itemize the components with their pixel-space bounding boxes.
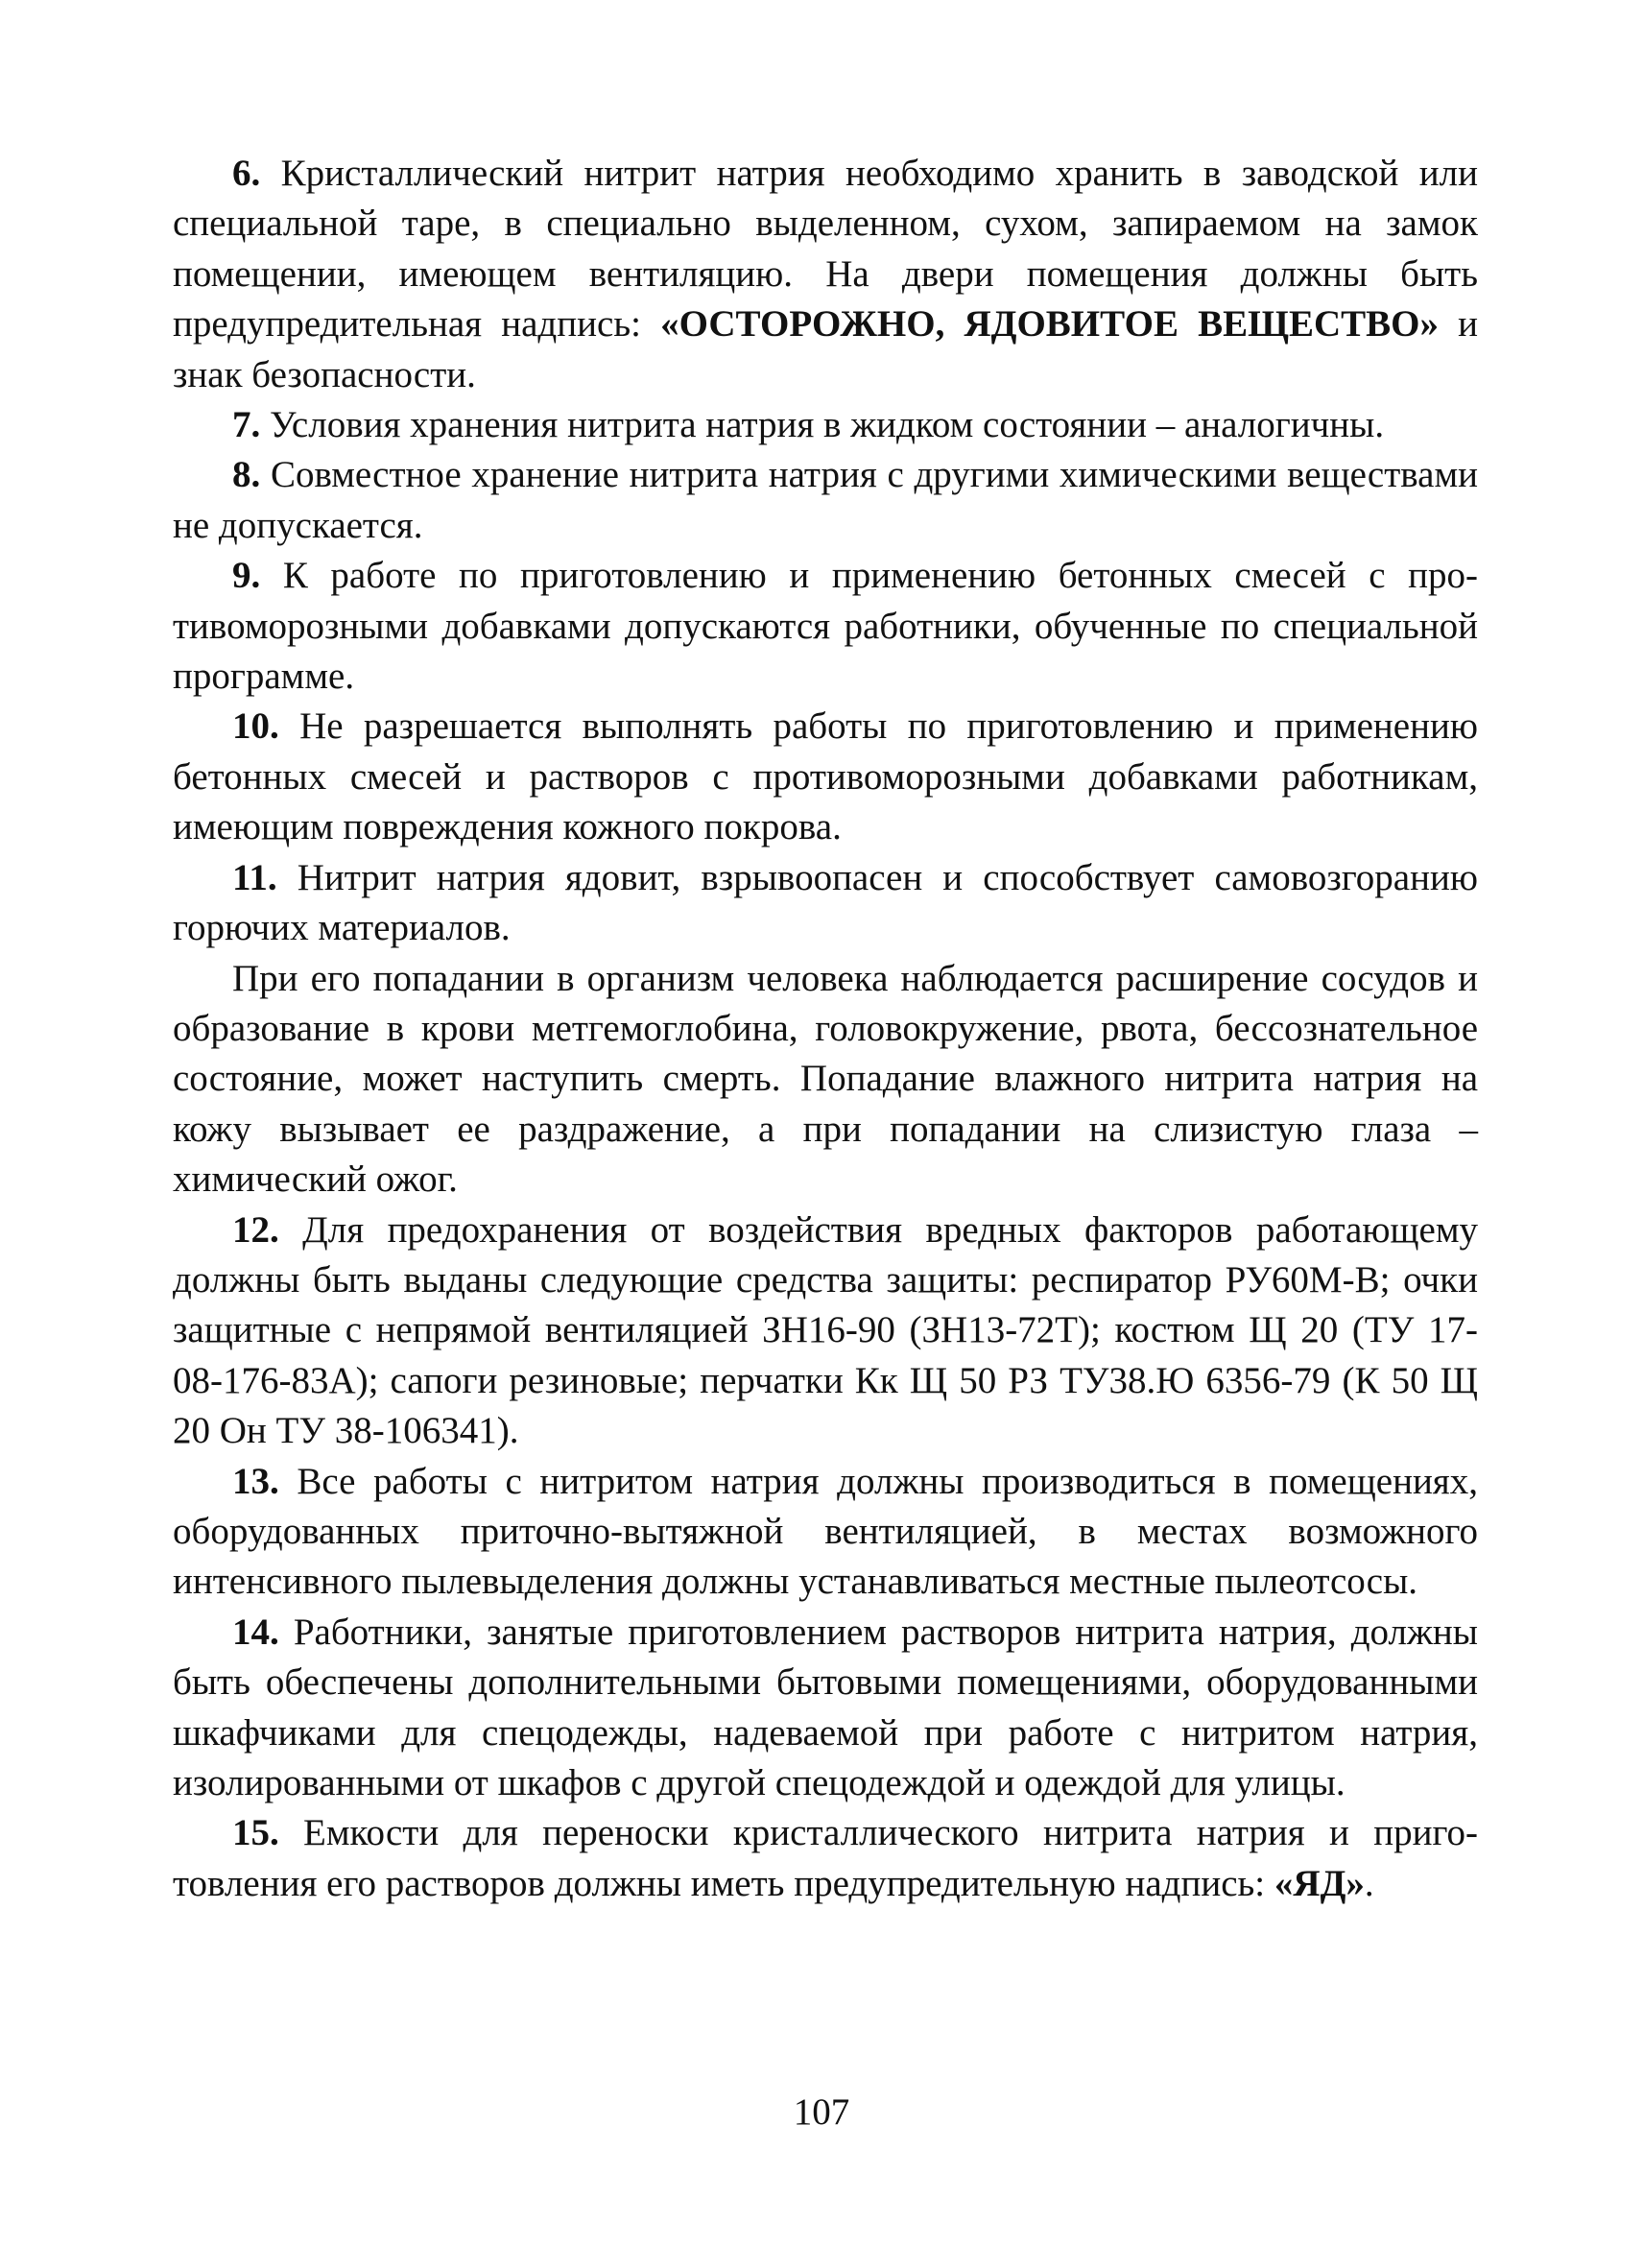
page-number: 107 xyxy=(793,2091,850,2133)
paragraph-10 xyxy=(173,702,1478,852)
document-body xyxy=(173,149,1478,1909)
paragraph-text: При его попадании в организм человека наблюдается расширение сосудов и образование в крови метгемоглобина, головокружение, рвота, бессознательное состояние, может наступить смерть. Попадание влажного нитрита натрия на кожу вызывает ее раздражение, а при попадании на слизистую глаза – химический ожог. xyxy=(173,957,1478,1201)
paragraph-text: Не разрешается выполнять работы по приготовлению и применению бетонных смесей и растворов с противоморозными добавками работникам, имеющим повреждения кожного покрова. xyxy=(173,705,1478,848)
item-number: 6. xyxy=(232,153,261,194)
item-number: 10. xyxy=(232,705,279,748)
warning-label-text: «ЯД» xyxy=(1274,1862,1365,1904)
paragraph-15 xyxy=(173,1808,1478,1909)
paragraph-text: Совместное хранение нитрита натрия с другими химическими веществами не допускается. xyxy=(173,454,1478,546)
paragraph-text: К работе по приготовлению и применению бетонных смесей с противоморозными добавками допускаются работники, обученные по специальной программе. xyxy=(173,555,1478,698)
paragraph-13 xyxy=(173,1457,1478,1608)
paragraph-7 xyxy=(173,400,1478,450)
item-number: 14. xyxy=(232,1611,279,1653)
paragraph-text: Для предохранения от воздействия вредных факторов работающему должны быть выданы следующие средства защиты: респиратор РУ60М-В; очки защитные с непрямой вентиляцией ЗН16-90 (ЗН13-72Т); костюм Щ 20 (ТУ 17-08-176-83А); сапоги резиновые; перчатки Кк Щ 50 РЗ ТУ38.Ю 6356-79 (К 50 Щ 20 Он ТУ 38-106341). xyxy=(173,1208,1478,1452)
item-number: 8. xyxy=(232,454,261,496)
paragraph-8 xyxy=(173,450,1478,551)
item-number: 9. xyxy=(232,555,261,597)
paragraph-text-end: . xyxy=(1364,1862,1374,1904)
item-number: 11. xyxy=(232,856,277,898)
paragraph-text: Кристаллический нитрит натрия необходимо хранить в заводской или специальной таре, в специально выделенном, сухом, запираемом на замок помещении, имеющем вентиляцию. На двери помещения должны быть предупредительная надпись: xyxy=(173,153,1478,346)
paragraph-12 xyxy=(173,1206,1478,1457)
item-number: 7. xyxy=(232,404,261,446)
item-number: 15. xyxy=(232,1812,279,1854)
paragraph-text: Нитрит натрия ядовит, взрывоопасен и способствует самовозгоранию горючих материалов. xyxy=(173,856,1478,949)
paragraph-text-end: и знак безопасности. xyxy=(173,303,1479,395)
paragraph-14 xyxy=(173,1608,1478,1809)
paragraph-text: Все работы с нитритом натрия должны производиться в помещениях, оборудованных приточно-вытяжной вентиляцией, в местах возможного интенсивного пылевыделения должны устанавливаться местные пылеотсосы. xyxy=(173,1460,1478,1603)
paragraph-6 xyxy=(173,149,1478,400)
paragraph-9 xyxy=(173,551,1478,702)
paragraph-text: Емкости для переноски кристаллического нитрита натрия и приготовления его растворов должны иметь предупредительную надпись: xyxy=(173,1812,1478,1904)
paragraph-text: Условия хранения нитрита натрия в жидком состоянии – аналогичны. xyxy=(260,404,1385,446)
paragraph-11 xyxy=(173,853,1478,954)
paragraph-11-continued xyxy=(173,954,1478,1206)
paragraph-text: Работники, занятые приготовлением растворов нитрита натрия, должны быть обеспечены дополнительными бытовыми помещениями, оборудованными шкафчиками для спецодежды, надеваемой при работе с нитритом натрия, изолированными от шкафов с другой спецодеждой и одеждой для улицы. xyxy=(173,1611,1478,1803)
warning-label-text: «ОСТОРОЖНО, ЯДОВИТОЕ ВЕЩЕСТВО» xyxy=(660,303,1440,346)
item-number: 13. xyxy=(232,1460,279,1502)
item-number: 12. xyxy=(232,1208,279,1251)
